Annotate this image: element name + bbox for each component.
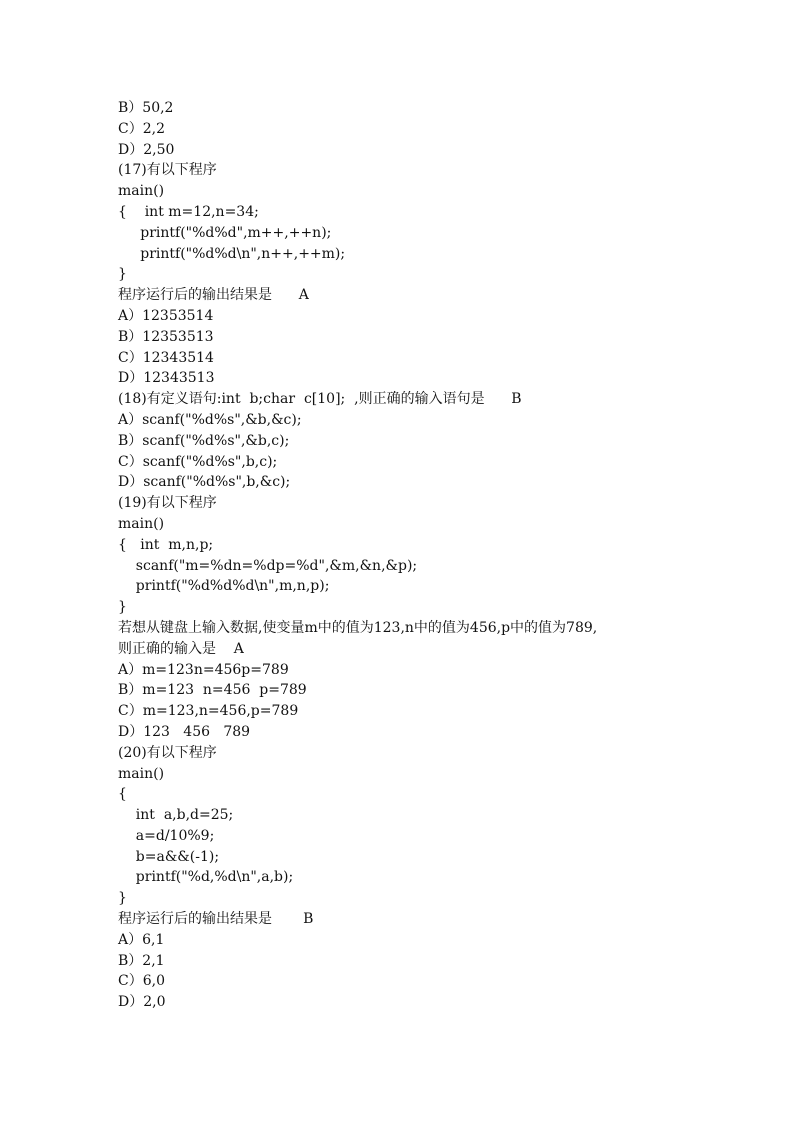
text-line: printf("%d%d",m++,++n); (118, 224, 332, 241)
text-line: B）scanf("%d%s",&b,c); (118, 432, 290, 449)
text-line: (19)有以下程序 (118, 495, 217, 512)
text-line: main() (118, 183, 165, 200)
text-line: 程序运行后的输出结果是 A (118, 287, 309, 304)
text-line: int a,b,d=25; (118, 807, 234, 824)
text-line: B）2,1 (118, 952, 165, 969)
text-line: main() (118, 765, 165, 782)
text-line: 程序运行后的输出结果是 B (118, 911, 314, 928)
document-text (118, 98, 738, 1013)
text-line: (17)有以下程序 (118, 162, 217, 179)
text-line: A）scanf("%d%s",&b,&c); (118, 411, 302, 428)
text-line: 则正确的输入是 A (118, 640, 244, 657)
text-line: C）6,0 (118, 973, 165, 990)
text-line: D）2,50 (118, 141, 175, 158)
text-line: } (118, 599, 127, 616)
text-line: main() (118, 515, 165, 532)
text-line: C）2,2 (118, 120, 165, 137)
text-line: C）12343514 (118, 349, 214, 366)
text-line: D）123 456 789 (118, 723, 251, 740)
text-line: B）m=123 n=456 p=789 (118, 682, 307, 699)
text-line: A）12353514 (118, 307, 214, 324)
text-line: { (118, 786, 127, 803)
text-line: } (118, 890, 127, 907)
text-line: C）m=123,n=456,p=789 (118, 703, 299, 720)
text-line: { int m,n,p; (118, 536, 214, 553)
text-line: D）12343513 (118, 370, 215, 387)
text-line: printf("%d,%d\n",a,b); (118, 869, 294, 886)
text-line: D）scanf("%d%s",b,&c); (118, 474, 291, 491)
text-line: (18)有定义语句:int b;char c[10]; ,则正确的输入语句是 B (118, 391, 522, 408)
text-line: printf("%d%d\n",n++,++m); (118, 245, 346, 262)
text-line: A）m=123n=456p=789 (118, 661, 289, 678)
text-line: A）6,1 (118, 931, 165, 948)
text-line: B）12353513 (118, 328, 214, 345)
text-line: B）50,2 (118, 100, 174, 116)
text-line: a=d/10%9; (118, 827, 215, 844)
text-line: (20)有以下程序 (118, 744, 217, 761)
text-line: C）scanf("%d%s",b,c); (118, 453, 278, 470)
text-line: D）2,0 (118, 994, 166, 1011)
text-line: } (118, 266, 127, 283)
text-line: printf("%d%d%d\n",m,n,p); (118, 578, 330, 595)
text-line: 若想从键盘上输入数据,使变量m中的值为123,n中的值为456,p中的值为789, (118, 619, 598, 636)
text-line: scanf("m=%dn=%dp=%d",&m,&n,&p); (118, 557, 418, 574)
text-line: b=a&&(-1); (118, 848, 220, 865)
text-line: { int m=12,n=34; (118, 203, 259, 220)
